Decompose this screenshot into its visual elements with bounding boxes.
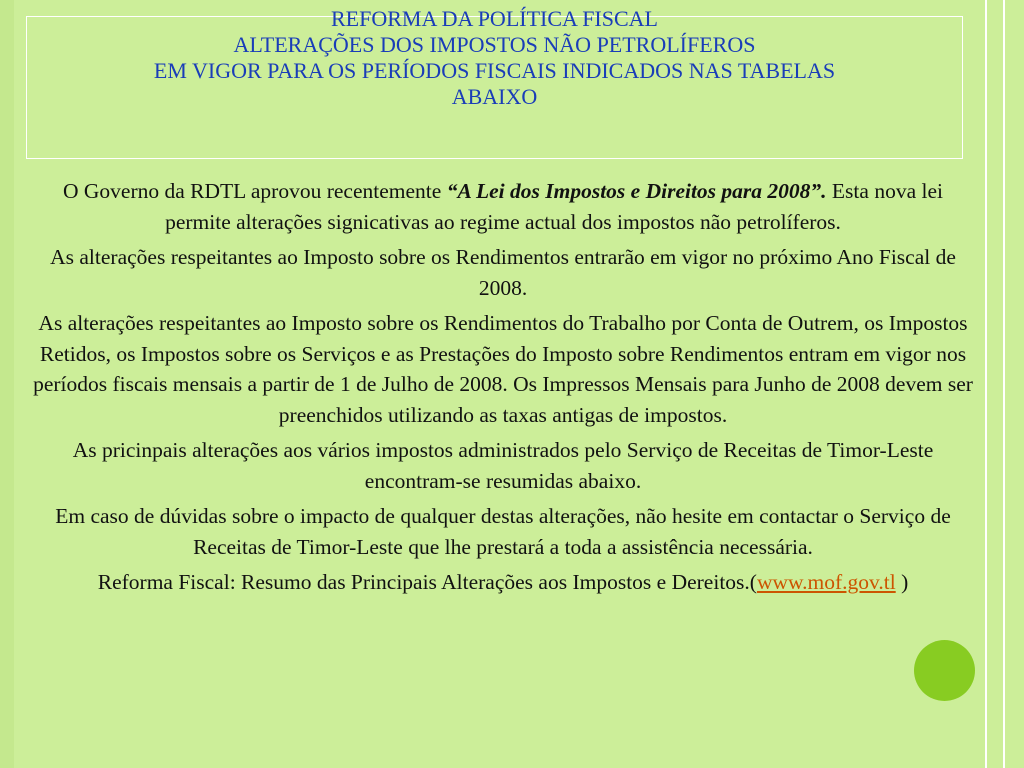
mof-website-link[interactable]: www.mof.gov.tl — [756, 570, 896, 594]
slide-title — [26, 6, 963, 110]
intro-text-continued: Esta nova lei permite alterações signicativas ao regime actual dos impostos não petrolíferos. — [165, 179, 943, 234]
title-line: ABAIXO — [451, 84, 538, 109]
reference-text: Reforma Fiscal: Resumo das Principais Alterações aos Impostos e Dereitos.( — [97, 570, 757, 594]
reference-close: ) — [895, 570, 909, 594]
right-frame-line — [1003, 0, 1005, 768]
title-line: EM VIGOR PARA OS PERÍODOS FISCAIS INDICADOS NAS TABELAS — [153, 58, 836, 83]
title-line: ALTERAÇÕES DOS IMPOSTOS NÃO PETROLÍFEROS — [233, 32, 756, 57]
intro-text: O Governo da RDTL aprovou recentemente — [63, 179, 447, 203]
paragraph-monthly-periods: As alterações respeitantes ao Imposto sobre os Rendimentos do Trabalho por Conta de Outrem, os Impostos Retidos, os Impostos sobre os Serviços e as Prestações do Imposto sobre Rendimentos entram em vigor nos períodos fiscais mensais a partir de 1 de Julho de 2008. Os Impressos Mensais para Junho de 2008 devem ser preenchidos utilizando as taxas antigas de impostos. — [33, 311, 973, 427]
paragraph-reference — [30, 567, 976, 598]
slide-body — [30, 176, 976, 603]
left-frame-bar — [0, 0, 14, 768]
law-title: “A Lei dos Impostos e Direitos para 2008”. — [446, 179, 827, 203]
paragraph-summary: As pricinpais alterações aos vários impostos administrados pelo Serviço de Receitas de Timor-Leste encontram-se resumidas abaixo. — [72, 438, 934, 493]
paragraph-intro — [30, 176, 976, 237]
paragraph-income-tax: As alterações respeitantes ao Imposto sobre os Rendimentos entrarão em vigor no próximo Ano Fiscal de 2008. — [50, 245, 956, 300]
paragraph-contact: Em caso de dúvidas sobre o impacto de qualquer destas alterações, não hesite em contactar o Serviço de Receitas de Timor-Leste que lhe prestará a toda a assistência necessária. — [55, 504, 951, 559]
right-frame-line — [985, 0, 987, 768]
decorative-green-circle — [914, 640, 975, 701]
title-line: REFORMA DA POLÍTICA FISCAL — [330, 6, 658, 31]
